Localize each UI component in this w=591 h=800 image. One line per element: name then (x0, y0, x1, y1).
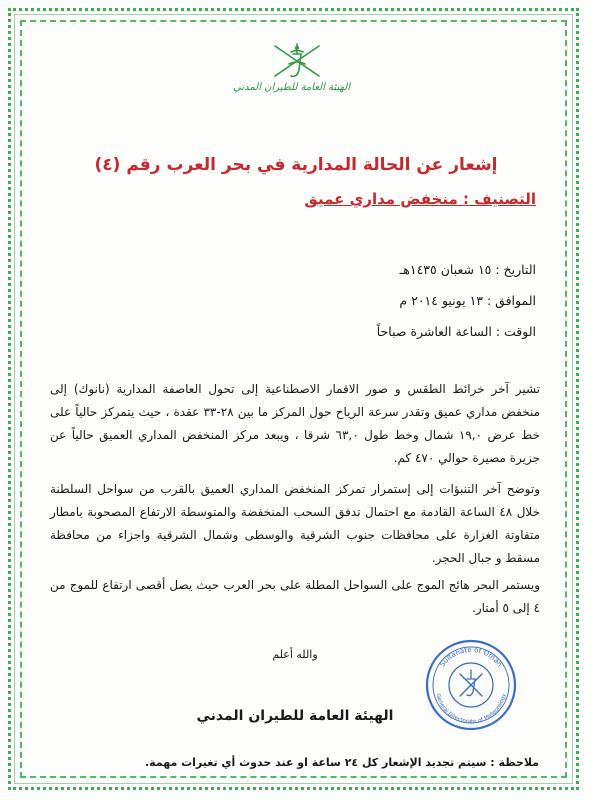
official-stamp-icon (424, 638, 518, 732)
paragraph-status: تشير آخر خرائط الطقس و صور الاقمار الاصطناعية إلى تحول العاصفة المدارية (نانوك) إلى منخفض مداري عميق وتقدر سرعة الرياح حول المركز ما بين ٢٨-٣٣ عقدة ، حيث يتمركز حالياً على خط عرض ١٩,٠ شمال وخط طول ٦٣,٠ شرقا ، ويبعد مركز المنخفض المداري العميق حالياً عن جزيرة مصيرة حوالي ٤٧٠ كم. (50, 382, 540, 465)
closing-phrase: والله أعلم (272, 648, 318, 661)
paragraph-forecast: وتوضح آخر التنبؤات إلى إستمرار تمركز المنخفض المداري العميق بالقرب من سواحل السلطنة خلال ٤٨ الساعة القادمة مع احتمال تدفق السحب المنخفضة والمتوسطة الارتفاع المصحوبة بامطار متفاوتة الغزارة على محافظات جنوب الشرقية والوسطى وشمال الشرقية واجزاء من محافظة مسقط و جبال الحجر. (50, 482, 540, 565)
date-line: التاريخ : ١٥ شعبان ١٤٣٥هـ (399, 262, 536, 277)
oman-khanjar-emblem-icon (265, 40, 329, 82)
classification-label: التصنيف : منخفض مداري عميق (304, 190, 536, 208)
footnote: ملاحظة : سيتم تجديد الإشعار كل ٢٤ ساعة او عند حدوث أي تغيرات مهمة. (144, 756, 539, 769)
authority-logo-text: الهيئة العامة للطيران المدني (233, 82, 350, 93)
corresponding-date-line: الموافق : ١٣ يونيو ٢٠١٤ م (399, 293, 536, 308)
time-line: الوقت : الساعة العاشرة صباحاً (376, 324, 536, 339)
page-title: إشعار عن الحالة المدارية في بحر العرب رقم (٤) (94, 155, 498, 175)
stamp-text-top: Sultanate of Oman (438, 645, 504, 669)
svg-text:Sultanate of Oman (438, 646, 503, 668)
paragraph-sea-state: ويستمر البحر هائج الموج على السواحل المطلة على بحر العرب حيث يصل أقصى ارتفاع للموج من ٤ إلى ٥ أمتار. (50, 578, 540, 615)
signature-authority: الهيئة العامة للطيران المدني (196, 708, 394, 724)
stamp-text-bottom: General Directorate of Meteorology (434, 693, 508, 726)
